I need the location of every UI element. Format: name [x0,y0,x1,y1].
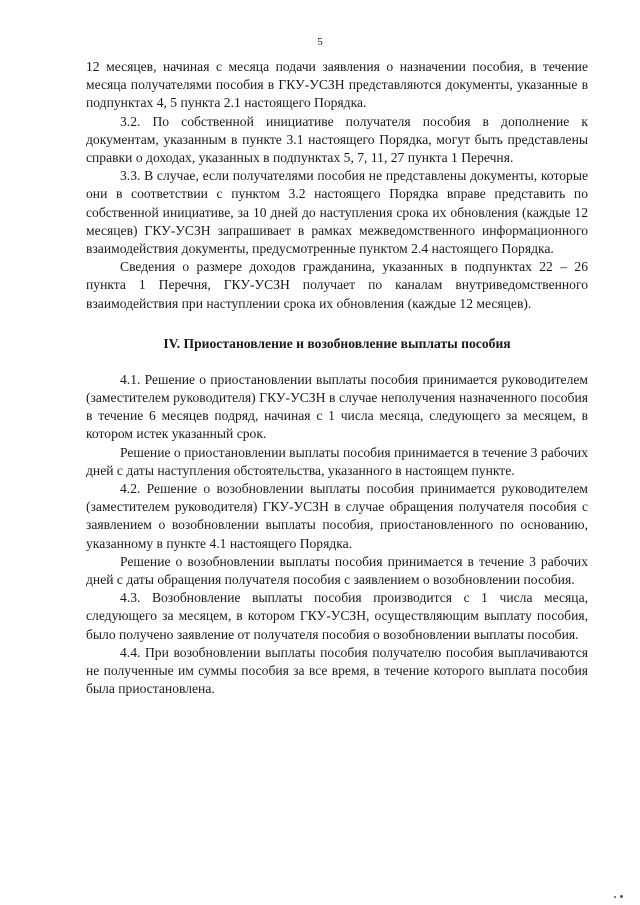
scan-speck [614,896,616,898]
spacer [86,353,588,371]
spacer [86,313,588,335]
paragraph-4-2-timing: Решение о возобновлении выплаты пособия принимается в течение 3 рабочих дней с даты обращения получателя пособия с заявлением о возобновлении пособия. [86,553,588,588]
paragraph-4-2: 4.2. Решение о возобновлении выплаты пособия принимается руководителем (заместителем руководителя) ГКУ-УСЗН в случае обращения получателя пособия с заявлением о возобновлении выплаты пособия, приостановленного по основанию, указанному в пункте 4.1 настоящего Порядка. [86,481,588,551]
paragraph-4-1-timing: Решение о приостановлении выплаты пособия принимается в течение 3 рабочих дней с даты наступления обстоятельства, указанного в настоящем пункте. [86,444,588,478]
scan-speck [620,895,623,898]
paragraph-4-3: 4.3. Возобновление выплаты пособия производится с 1 числа месяца, следующего за месяцем, в котором ГКУ-УСЗН, осуществляющим выплату пособия, было получено заявление от получателя пособия о возобновлении выплаты пособия. [86,590,588,642]
paragraph-3-2: 3.2. По собственной инициативе получателя пособия в дополнение к документам, указанным в пункте 3.1 настоящего Порядка, могут быть представлены справки о доходах, указанных в подпунктах 5, 7, 11, 27 пункта 1 Перечня. [86,113,588,166]
paragraph-3-1-continuation: 12 месяцев, начиная с месяца подачи заявления о назначении пособия, в течение месяца получателями пособия в ГКУ-УСЗН представляются документы, указанные в подпунктах 4, 5 пункта 2.1 настоящего Порядка. [86,59,588,111]
paragraph-3-3: 3.3. В случае, если получателями пособия не представлены документы, которые они в соответствии с пунктом 3.2 настоящего Порядка вправе представить по собственной инициативе, за 10 дней до наступления срока их обновления (каждые 12 месяцев) ГКУ-УСЗН запрашивает в рамках межведомственного информационного взаимодействия документы, предусмотренные пунктом 2.4 настоящего Порядка. [86,168,588,257]
page-number: 5 [317,36,323,48]
paragraph-income-info: Сведения о размере доходов гражданина, указанных в подпунктах 22 – 26 пункта 1 Перечня, ГКУ-УСЗН получает по каналам внутриведомственного взаимодействия при наступлении срока их обновления (каждые 12 месяцев). [86,259,588,311]
paragraph-4-4: 4.4. При возобновлении выплаты пособия получателю пособия выплачиваются не полученные им суммы пособия за все время, в течение которого выплата пособия была приостановлена. [86,644,588,697]
section-heading-iv: IV. Приостановление и возобновление выплаты пособия [163,335,511,351]
paragraph-4-1: 4.1. Решение о приостановлении выплаты пособия принимается руководителем (заместителем руководителя) ГКУ-УСЗН в случае неполучения назначенного пособия в течение 6 месяцев подряд, начиная с 1 числа месяца, следующего за месяцем, в котором истек указанный срок. [86,371,588,442]
